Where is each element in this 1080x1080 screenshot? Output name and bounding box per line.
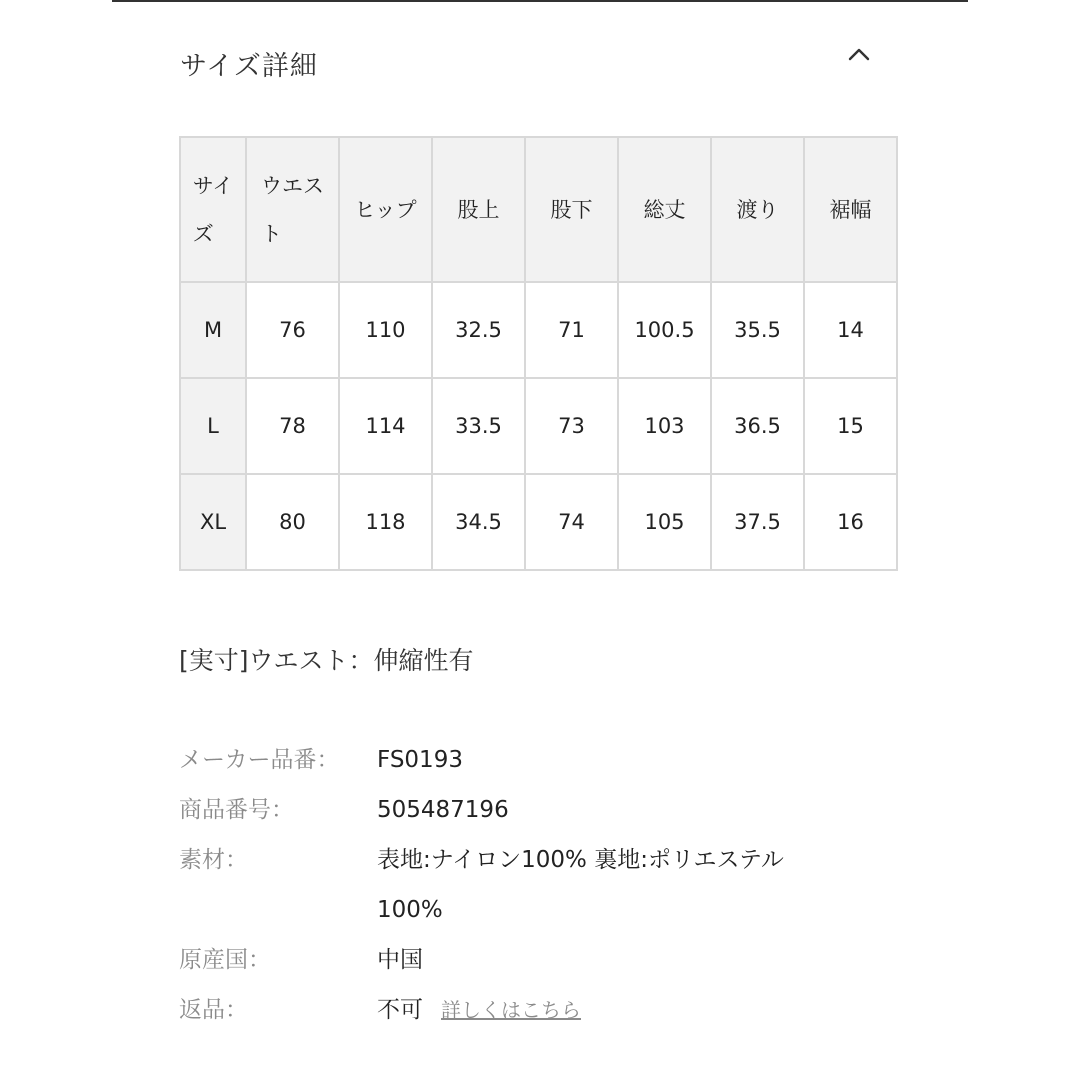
chevron-up-icon[interactable]: [844, 40, 874, 70]
spec-value: [377, 985, 899, 1035]
returns-details-link[interactable]: 詳しくはこちら: [441, 998, 581, 1022]
spec-label: 素材：: [179, 847, 248, 873]
table-cell: 118: [339, 474, 432, 570]
table-cell: 37.5: [711, 474, 804, 570]
table-cell: 78: [246, 378, 339, 474]
column-header-rise: 股上: [432, 137, 525, 282]
column-header-length: 総丈: [618, 137, 711, 282]
table-cell: 36.5: [711, 378, 804, 474]
table-cell: 35.5: [711, 282, 804, 378]
table-cell: 114: [339, 378, 432, 474]
section-title: サイズ詳細: [180, 51, 318, 82]
table-cell: 14: [804, 282, 897, 378]
spec-value: [377, 835, 899, 935]
spec-row-product-number: [179, 785, 899, 835]
size-cell: L: [180, 378, 246, 474]
table-row: [180, 378, 897, 474]
spec-value: 505487196: [377, 797, 509, 823]
column-header-hip: ヒップ: [339, 137, 432, 282]
table-cell: 100.5: [618, 282, 711, 378]
returns-value: 不可: [377, 997, 423, 1023]
table-cell: 103: [618, 378, 711, 474]
column-header-hem: 裾幅: [804, 137, 897, 282]
material-line-1: 表地:ナイロン100% 裏地:ポリエステル: [377, 847, 784, 873]
spec-row-origin: [179, 935, 899, 985]
table-cell: 110: [339, 282, 432, 378]
measurement-note: [実寸]ウエスト：伸縮性有: [179, 646, 474, 675]
spec-value: 中国: [377, 947, 423, 973]
table-cell: 76: [246, 282, 339, 378]
column-header-inseam: 股下: [525, 137, 618, 282]
table-cell: 80: [246, 474, 339, 570]
table-cell: 34.5: [432, 474, 525, 570]
table-cell: 73: [525, 378, 618, 474]
table-cell: 32.5: [432, 282, 525, 378]
table-cell: 33.5: [432, 378, 525, 474]
table-header-row: [180, 137, 897, 282]
spec-row-material: [179, 835, 899, 935]
size-table: [179, 136, 898, 571]
spec-list: [179, 735, 899, 1035]
spec-label: メーカー品番：: [179, 747, 340, 773]
table-cell: 16: [804, 474, 897, 570]
spec-row-maker-number: [179, 735, 899, 785]
spec-label: 原産国：: [179, 947, 271, 973]
table-cell: 74: [525, 474, 618, 570]
table-row: [180, 282, 897, 378]
spec-value: FS0193: [377, 747, 463, 773]
column-header-waist: ウエス ト: [246, 137, 339, 282]
table-cell: 15: [804, 378, 897, 474]
top-divider: [112, 0, 968, 2]
table-cell: 71: [525, 282, 618, 378]
column-header-thigh: 渡り: [711, 137, 804, 282]
spec-row-returns: [179, 985, 899, 1035]
material-line-2: 100%: [377, 897, 443, 923]
size-cell: XL: [180, 474, 246, 570]
table-cell: 105: [618, 474, 711, 570]
table-row: [180, 474, 897, 570]
spec-label: 返品：: [179, 997, 248, 1023]
column-header-size: サイ ズ: [180, 137, 246, 282]
spec-label: 商品番号：: [179, 797, 294, 823]
size-details-header[interactable]: [180, 40, 880, 84]
size-cell: M: [180, 282, 246, 378]
